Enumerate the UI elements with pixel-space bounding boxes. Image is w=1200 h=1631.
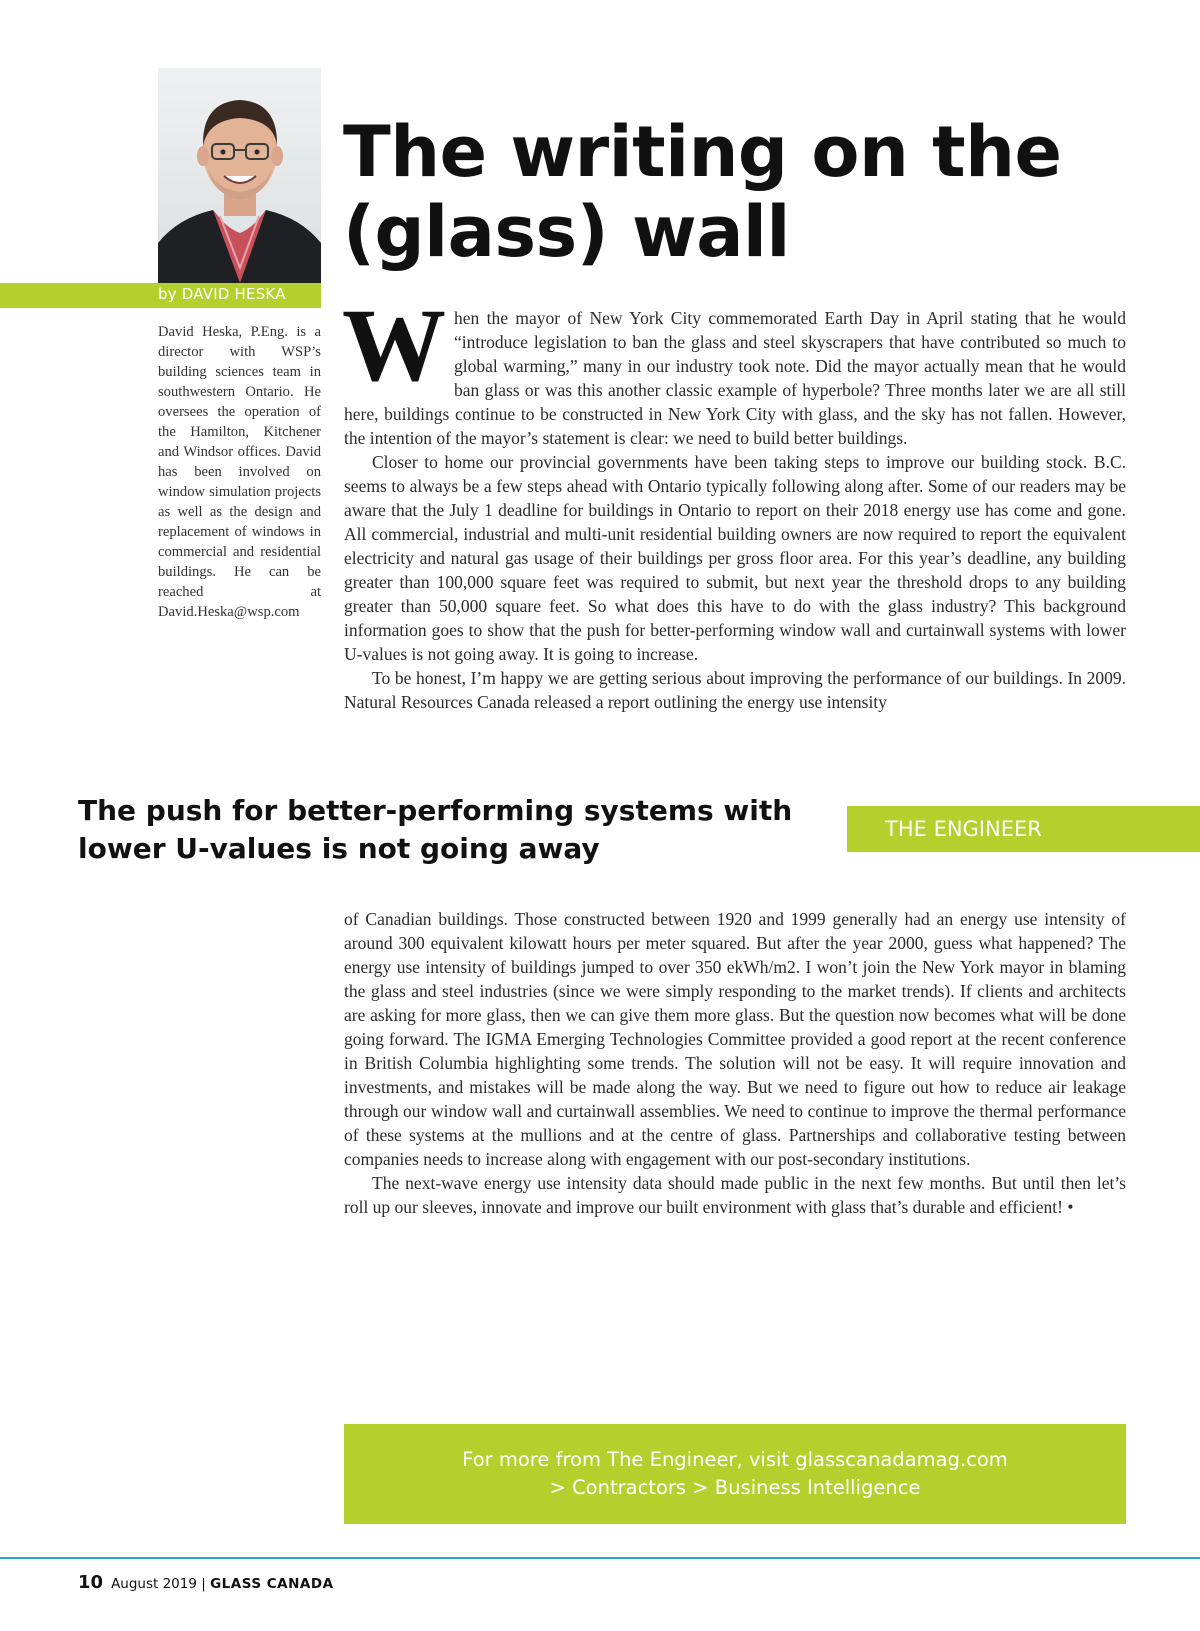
pull-quote — [78, 792, 838, 868]
author-bio: David Heska, P.Eng. is a director with WSP’s building sciences team in southwestern Ontario. He oversees the operation of the Hamilton, Kitchener and Windsor offices. David has been involved on window simulation projects as well as the design and replacement of windows in commercial and residential buildings. He can be reached at David.Heska@wsp.com — [158, 324, 321, 620]
magazine-name: GLASS CANADA — [210, 1576, 334, 1592]
paragraph-1 — [342, 288, 1126, 450]
article-headline — [343, 112, 1163, 272]
cta-line-2[interactable]: > Contractors > Business Intelligence — [549, 1476, 921, 1499]
byline: by DAVID HESKA — [158, 285, 286, 303]
headline-line-2: (glass) wall — [343, 191, 790, 273]
paragraph-4: The next-wave energy use intensity data should made public in the next few months. But until then let’s roll up our sleeves, innovate and improve our built environment with glass that’s durable and efficient! • — [344, 1173, 1126, 1217]
article-body-top — [342, 288, 1126, 714]
paragraph-3-continued: of Canadian buildings. Those constructed between 1920 and 1999 generally had an energy use intensity of around 300 equivalent kilowatt hours per meter squared. But after the year 2000, guess what happened? The energy use intensity of buildings jumped to over 350 ekWh/m2. I won’t join the New York mayor in blaming the glass and steel industries (since we were simply responding to the market trends). If clients and architects are asking for more glass, then we can give them more glass. But the question now becomes what will be done going forward. The IGMA Emerging Technologies Committee provided a good report at the recent conference in British Columbia highlighting some trends. The solution will not be easy. It will require innovation and investments, and mistakes will be made along the way. But we need to figure out how to reduce air leakage through our window wall and curtainwall assemblies. We need to continue to improve the thermal performance of these systems at the mullions and at the centre of glass. Partnerships and collaborative testing between companies needs to increase along with engagement with our post-secondary institutions. — [344, 909, 1126, 1169]
more-info-box[interactable] — [344, 1424, 1126, 1524]
section-tag: THE ENGINEER — [847, 806, 1200, 852]
cta-line-1[interactable]: For more from The Engineer, visit glasscanadamag.com — [462, 1448, 1008, 1471]
pull-quote-line-1: The push for better-performing systems with — [78, 794, 793, 827]
author-photo — [158, 68, 321, 283]
page-number: 10 — [78, 1572, 104, 1593]
footer-rule — [0, 1557, 1200, 1559]
issue-date: August 2019 | — [111, 1576, 206, 1592]
drop-cap: W — [342, 288, 446, 403]
pull-quote-line-2: lower U-values is not going away — [78, 832, 600, 865]
page-footer — [78, 1572, 334, 1593]
paragraph-2: Closer to home our provincial governments have been taking steps to improve our building stock. B.C. seems to always be a few steps ahead with Ontario typically following along after. Some of our readers may be aware that the July 1 deadline for buildings in Ontario to report on their 2018 energy use has come and gone. All commercial, industrial and multi-unit residential building owners are now required to report the equivalent electricity and natural gas usage of their buildings per gross floor area. For this year’s deadline, any building greater than 100,000 square feet was required to submit, but next year the threshold drops to any building greater than 50,000 square feet. So what does this have to do with the glass industry? This background information goes to show that the push for better-performing window wall and curtainwall systems with lower U-values is not going away. It is going to increase. — [344, 452, 1126, 664]
author-portrait-illustration — [158, 68, 321, 283]
paragraph-3-start: To be honest, I’m happy we are getting serious about improving the performance of our buildings. In 2009. Natural Resources Canada released a report outlining the energy use intensity — [344, 668, 1126, 712]
headline-line-1: The writing on the — [343, 111, 1062, 193]
paragraph-1-text: hen the mayor of New York City commemorated Earth Day in April stating that he would “introduce legislation to ban the glass and steel skyscrapers that have contributed so much to global warming,” many in our industry took note. Did the mayor actually mean that he would ban glass or was this another classic example of hyperbole? Three months later we are all still here, buildings continue to be constructed in New York City with glass, and the sky has not fallen. However, the intention of the mayor’s statement is clear: we need to build better buildings. — [344, 308, 1126, 448]
article-body-bottom — [344, 907, 1126, 1219]
